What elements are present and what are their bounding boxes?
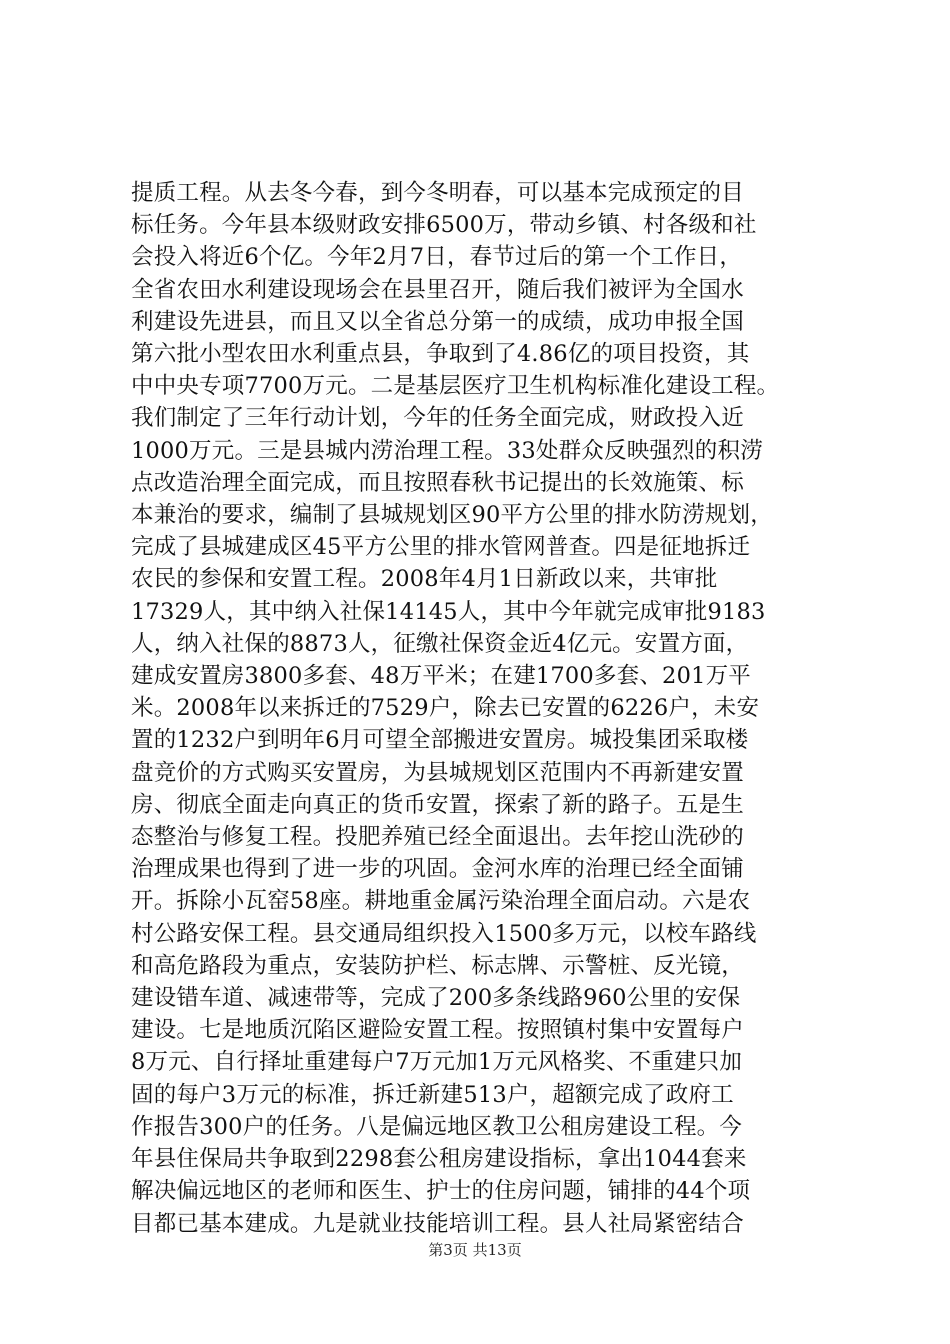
body-text: 提质工程。从去冬今春，到今冬明春，可以基本完成预定的目 标任务。今年县本级财政安排6500万，带动乡镇、村各级和社 会投入将近6个亿。今年2月7日，春节过后的第一个工作日， 全省农田水利建设现场会在县里召开，随后我们被评为全国水 利建设先进县，而且又以全省总分第一的成绩，成功申报全国 第六批小型农田水利重点县，争取到了4.86亿的项目投资，其 中中央专项7700万元。二是基层医疗卫生机构标准化建设工程。 我们制定了三年行动计划，今年的任务全面完成，财政投入近 1000万元。三是县城内涝治理工程。33处群众反映强烈的积涝 点改造治理全面完成，而且按照春秋书记提出的长效施策、标 本兼治的要求，编制了县城规划区90平方公里的排水防涝规划， 完成了县城建成区45平方公里的排水管网普查。四是征地拆迁 农民的参保和安置工程。2008年4月1日新政以来，共审批 17329人，其中纳入社保14145人，其中今年就完成审批9183 人，纳入社保的8873人，征缴社保资金近4亿元。安置方面， 建成安置房3800多套、48万平米；在建1700多套、201万平 米。2008年以来拆迁的7529户，除去已安置的6226户，未安 置的1232户到明年6月可望全部搬进安置房。城投集团采取楼 盘竞价的方式购买安置房，为县城规划区范围内不再新建安置 房、彻底全面走向真正的货币安置，探索了新的路子。五是生 态整治与修复工程。投肥养殖已经全面退出。去年挖山洗砂的 治理成果也得到了进一步的巩固。金河水库的治理已经全面铺 开。拆除小瓦窑58座。耕地重金属污染治理全面启动。六是农 村公路安保工程。县交通局组织投入1500多万元，以校车路线 和高危路段为重点，安装防护栏、标志牌、示警桩、反光镜， 建设错车道、减速带等，完成了200多条线路960公里的安保 建设。七是地质沉陷区避险安置工程。按照镇村集中安置每户 8万元、自行择址重建每户7万元加1万元风格奖、不重建只加 固的每户3万元的标准，拆迁新建513户，超额完成了政府工 作报告300户的任务。八是偏远地区教卫公租房建设工程。今 年县住保局共争取到2298套公租房建设指标，拿出1044套来 解决偏远地区的老师和医生、护士的住房问题，铺排的44个项 目都已基本建成。九是就业技能培训工程。县人社局紧密结合: [131, 180, 780, 1237]
page-footer: 第3页 共13页: [428, 1241, 522, 1259]
